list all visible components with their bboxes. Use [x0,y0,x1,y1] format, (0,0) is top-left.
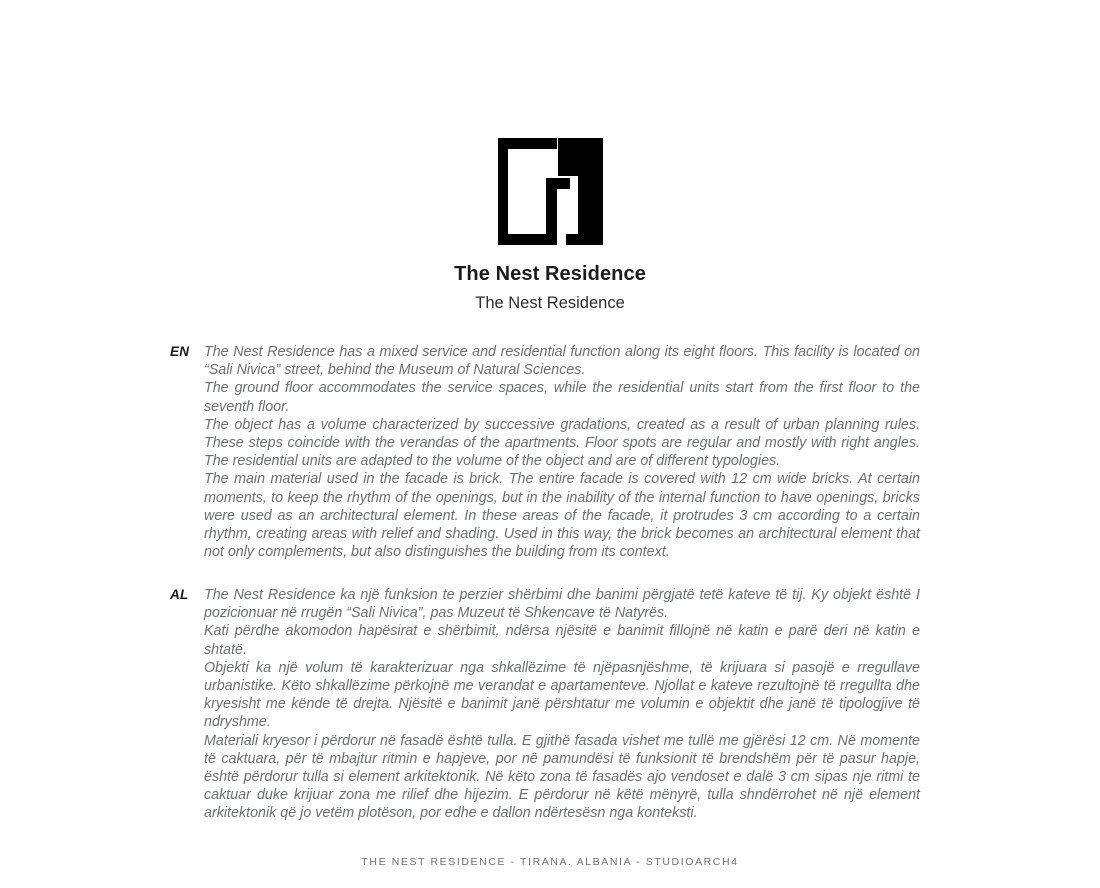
paragraph: Kati përdhe akomodon hapësirat e shërbimit, ndërsa njësitë e banimit fillojnë në katin e parë deri në katin e shtatë. [204,623,920,658]
paragraph: The ground floor accommodates the service spaces, while the residential units start from the first floor to the seventh floor. [204,380,920,415]
page-title: The Nest Residence [454,263,646,285]
english-paragraphs [204,343,920,561]
page-footer: THE NEST RESIDENCE - TIRANA. ALBANIA - STUDIOARCH4 [361,856,739,868]
logo-shape-notch [558,138,578,176]
logo-shape-right [578,138,603,245]
logo-shape-left [498,138,508,245]
text-block-english [170,343,920,561]
page-subtitle: The Nest Residence [475,294,625,312]
language-tag-al: AL [170,587,189,602]
paragraph: Materiali kryesor i përdorur në fasadë është tulla. E gjithë fasada vishet me tullë me gjërësi 12 cm. Në momente të caktuara, për të mbajtur ritmin e hapjeve, por në pamundësi të funksionit të brendshëm për të pasur hapje, është përdorur tulla si element arkitektonik. Në këto zona të fasadës ajo vendoset e dalë 3 cm sipas nje ritmi te caktuar duke krijuar zona me rilief dhe hijezim. E përdorur në këtë mënyrë, tulla shndërrohet në një element arkitektonik që jo vetëm plotëson, por edhe e dallon ndërtesësn nga konteksti. [204,732,920,822]
nest-logo-icon [498,138,603,245]
logo-container [0,138,1100,245]
paragraph: The Nest Residence has a mixed service and residential function along its eight floors. This facility is located on “Sali Nivica” street, behind the Museum of Natural Sciences. [204,344,920,379]
logo-shape-bottom [508,234,546,245]
paragraph: The main material used in the facade is brick. The entire facade is covered with 12 cm wide bricks. At certain moments, to keep the rhythm of the openings, but in the inability of the internal function to have openings, bricks were used as an architectural element. In these areas of the facade, it protrudes 3 cm according to a certain rhythm, creating areas with relief and shading. Used in this way, the brick becomes an architectural element that not only complements, but also distinguishes the building from its context. [204,471,920,561]
albanian-paragraphs [204,586,920,823]
paragraph: Objekti ka një volum të karakterizuar nga shkallëzime të njëpasnjëshme, të krijuara si pasojë e rregullave urbanistike. Këto shkallëzime përkojnë me verandat e apartamenteve. Njollat e kateve rezultojnë të rregullta dhe kryesisht me kënde të drejta. Njësitë e banimit janë përshtatur me volumin e objektit dhe janë të tipologjive të ndryshme. [204,659,920,731]
logo-shape-top [498,138,557,149]
logo-shape-square [566,234,578,245]
text-block-albanian [170,586,920,823]
language-tag-en: EN [170,344,190,359]
paragraph: The Nest Residence ka një funksion te perzier shërbimi dhe banimi përgjatë tetë kateve të tij. Ky objekt është I pozicionuar në rrugën “Sali Nivica”, pas Muzeut të Shkencave të Natyrës. [204,587,920,622]
logo-shape-inner-horizontal [546,178,570,189]
paragraph: The object has a volume characterized by successive gradations, created as a result of urban planning rules. These steps coincide with the verandas of the apartments. Floor spots are regular and mostly with right angles. The residential units are adapted to the volume of the object and are of different typologies. [204,416,920,470]
